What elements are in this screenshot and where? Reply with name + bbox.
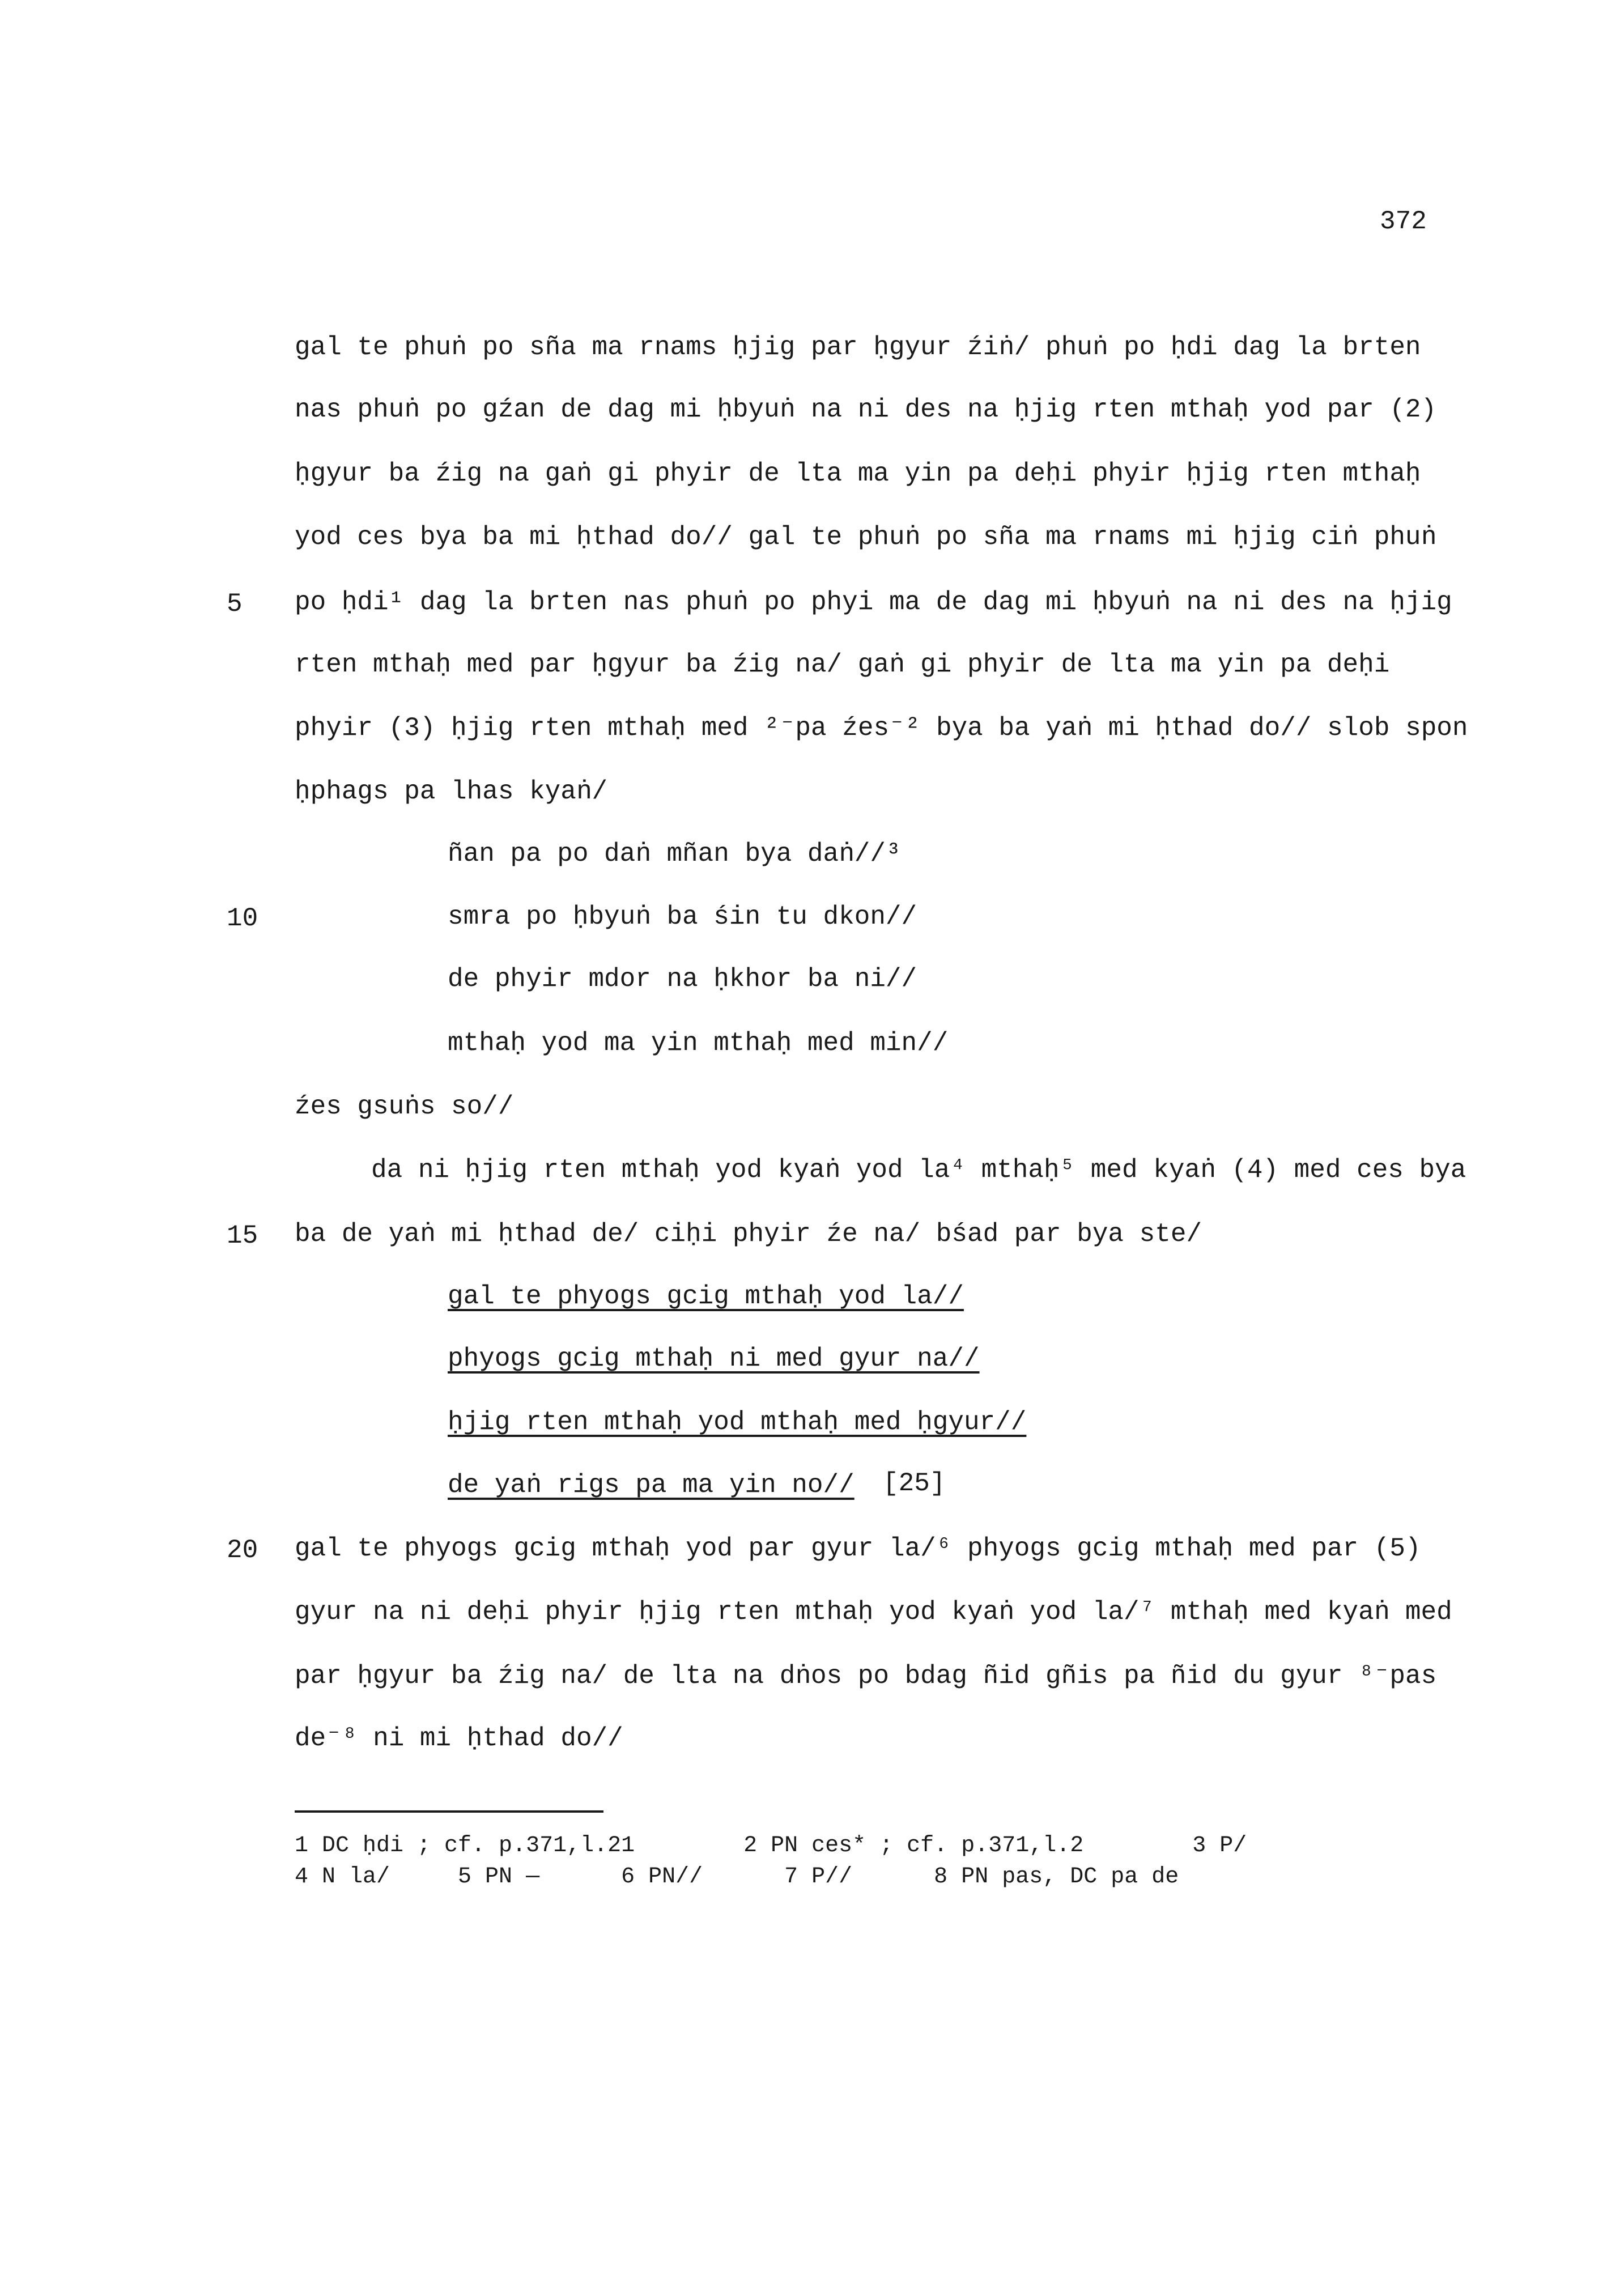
text-line: po ḥdi¹ dag la brten nas phuṅ po phyi ma de dag mi ḥbyuṅ na ni des na ḥjig <box>295 588 1452 617</box>
text-line: ba de yaṅ mi ḥthad de/ ciḥi phyir źe na/ bśad par bya ste/ <box>295 1219 1202 1249</box>
line-number: 20 <box>227 1536 258 1565</box>
verse-line: de phyir mdor na ḥkhor ba ni// <box>448 964 917 994</box>
line-number: 10 <box>227 904 258 933</box>
text-line: de⁻⁸ ni mi ḥthad do// <box>295 1724 623 1753</box>
underlined-verse-line: ḥjig rten mthaḥ yod mthaḥ med ḥgyur// <box>448 1408 1027 1437</box>
text-line: gyur na ni deḥi phyir ḥjig rten mthaḥ yod kyaṅ yod la/⁷ mthaḥ med kyaṅ med <box>295 1597 1452 1627</box>
underlined-verse-line: gal te phyogs gcig mthaḥ yod la// <box>448 1282 964 1311</box>
text-line: par ḥgyur ba źig na/ de lta na dṅos po bdag ñid gñis pa ñid du gyur ⁸⁻pas <box>295 1661 1437 1691</box>
underlined-verse-line: phyogs gcig mthaḥ ni med gyur na// <box>448 1344 980 1374</box>
underlined-verse-line: de yaṅ rigs pa ma yin no// <box>448 1470 854 1500</box>
text-line: yod ces bya ba mi ḥthad do// gal te phuṅ po sña ma rnams mi ḥjig ciṅ phuṅ <box>295 522 1437 552</box>
text-line: gal te phuṅ po sña ma rnams ḥjig par ḥgyur źiṅ/ phuṅ po ḥdi dag la brten <box>295 333 1421 362</box>
text-line: gal te phyogs gcig mthaḥ yod par gyur la/⁶ phyogs gcig mthaḥ med par (5) <box>295 1534 1421 1563</box>
text-line: rten mthaḥ med par ḥgyur ba źig na/ gaṅ gi phyir de lta ma yin pa deḥi <box>295 650 1390 679</box>
line-number: 5 <box>227 589 243 619</box>
text-line: źes gsuṅs so// <box>295 1092 514 1121</box>
verse-line: ñan pa po daṅ mñan bya daṅ//³ <box>448 839 902 869</box>
text-line: nas phuṅ po gźan de dag mi ḥbyuṅ na ni des na ḥjig rten mthaḥ yod par (2) <box>295 395 1437 424</box>
text-line: da ni ḥjig rten mthaḥ yod kyaṅ yod la⁴ mthaḥ⁵ med kyaṅ (4) med ces bya <box>371 1155 1466 1185</box>
footnote-line: 1 DC ḥdi ; cf. p.371,l.21 2 PN ces* ; cf. p.371,l.2 3 P/ <box>295 1833 1247 1859</box>
line-number: 15 <box>227 1221 258 1251</box>
text-line: ḥgyur ba źig na gaṅ gi phyir de lta ma yin pa deḥi phyir ḥjig rten mthaḥ <box>295 459 1421 488</box>
verse-reference: [25] <box>883 1469 946 1498</box>
footnote-line: 4 N la/ 5 PN — 6 PN// 7 P// 8 PN pas, DC pa de <box>295 1864 1179 1890</box>
verse-line: mthaḥ yod ma yin mthaḥ med min// <box>448 1028 949 1058</box>
text-line: ḥphags pa lhas kyaṅ/ <box>295 777 608 806</box>
footnote-rule <box>295 1810 603 1813</box>
page-number: 372 <box>1380 207 1427 236</box>
verse-line: smra po ḥbyuṅ ba śin tu dkon// <box>448 902 917 932</box>
text-line: phyir (3) ḥjig rten mthaḥ med ²⁻pa źes⁻² bya ba yaṅ mi ḥthad do// slob spon <box>295 713 1468 743</box>
